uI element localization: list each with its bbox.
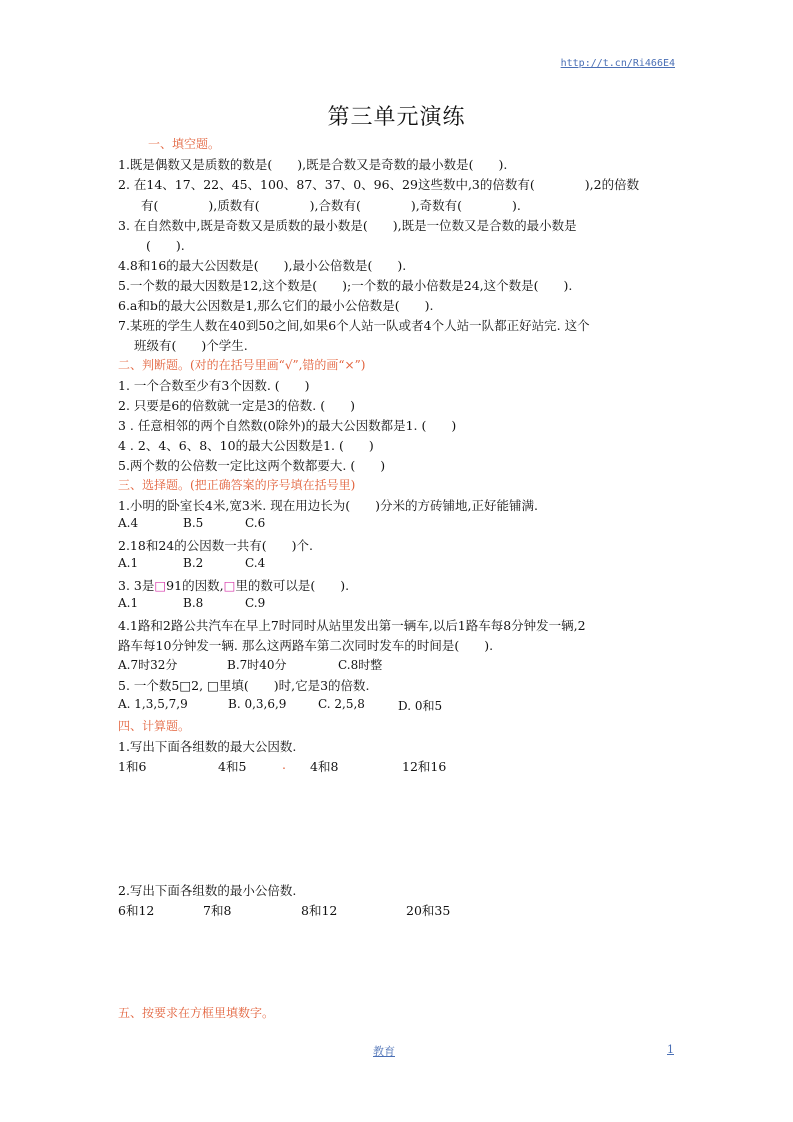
choice-q5-option-a: A. 1,3,5,7,9 <box>118 697 188 711</box>
choice-q5-option-c: C. 2,5,8 <box>318 697 365 711</box>
choice-q4-option-b: B.7时40分 <box>227 658 287 672</box>
stray-dot: . <box>282 757 286 772</box>
choice-q1-option-b: B.5 <box>183 516 204 530</box>
fill-q2-line1: 2. 在14、17、22、45、100、87、37、0、96、29这些数中,3的倍数有( ),2的倍数 <box>118 177 640 192</box>
choice-q5-option-d: D. 0和5 <box>398 699 443 713</box>
section-3-heading: 三、选择题。(把正确答案的序号填在括号里) <box>118 478 356 492</box>
choice-q5-option-b: B. 0,3,6,9 <box>228 697 287 711</box>
choice-q3-option-b: B.8 <box>183 596 204 610</box>
choice-q2: 2.18和24的公因数一共有( )个. <box>118 538 313 553</box>
page-number: 1 <box>667 1043 674 1056</box>
calc-part2-item: 20和35 <box>406 903 451 918</box>
section-2-heading: 二、判断题。(对的在括号里画“√”,错的画“×”) <box>118 358 366 372</box>
section-1-heading: 一、填空题。 <box>148 137 221 151</box>
choice-q5: 5. 一个数5□2, □里填( )时,它是3的倍数. <box>118 678 370 693</box>
fill-q2-line2: 有( ),质数有( ),合数有( ),奇数有( ). <box>141 198 521 213</box>
choice-q3-option-a: A.1 <box>118 596 139 610</box>
fill-q7-line2: 班级有( )个学生. <box>134 338 248 353</box>
judge-q2: 2. 只要是6的倍数就一定是3的倍数. ( ) <box>118 398 356 413</box>
blank-box-icon: □ <box>154 578 167 593</box>
fill-q3-line2: ( ). <box>146 238 185 253</box>
choice-q1-option-a: A.4 <box>118 516 139 530</box>
fill-q5: 5.一个数的最大因数是12,这个数是( );一个数的最小倍数是24,这个数是( ). <box>118 278 573 293</box>
judge-q1: 1. 一个合数至少有3个因数. ( ) <box>118 378 310 393</box>
calc-part2-instruction: 2.写出下面各组数的最小公倍数. <box>118 883 297 898</box>
choice-q2-option-c: C.4 <box>245 556 266 570</box>
calc-part2-item: 6和12 <box>118 903 155 918</box>
fill-q4: 4.8和16的最大公因数是( ),最小公倍数是( ). <box>118 258 407 273</box>
footer-link[interactable]: 教育 <box>373 1045 395 1058</box>
calc-part1-instruction: 1.写出下面各组数的最大公因数. <box>118 739 297 754</box>
fill-q3-line1: 3. 在自然数中,既是奇数又是质数的最小数是( ),既是一位数又是合数的最小数是 <box>118 218 577 233</box>
calc-part2-item: 7和8 <box>203 903 232 918</box>
choice-q1-option-c: C.6 <box>245 516 266 530</box>
choice-q3-text-pre: 3. 3是 <box>118 578 155 593</box>
source-link[interactable]: http://t.cn/Ri466E4 <box>560 58 675 69</box>
calc-part1-item: 4和8 <box>310 759 339 774</box>
blank-box-icon: □ <box>223 578 236 593</box>
calc-part1-item: 4和5 <box>218 759 247 774</box>
judge-q4: 4 . 2、4、6、8、10的最大公因数是1. ( ) <box>118 438 374 453</box>
choice-q2-option-b: B.2 <box>183 556 204 570</box>
page-title: 第三单元演练 <box>327 105 466 130</box>
judge-q3: 3 . 任意相邻的两个自然数(0除外)的最大公因数都是1. ( ) <box>118 418 457 433</box>
choice-q3-text-mid: 91的因数, <box>166 578 224 593</box>
calc-part2-item: 8和12 <box>301 903 338 918</box>
calc-part1-item: 1和6 <box>118 759 147 774</box>
choice-q3-text-post: 里的数可以是( ). <box>235 578 350 593</box>
judge-q5: 5.两个数的公倍数一定比这两个数都要大. ( ) <box>118 458 386 473</box>
choice-q3 <box>118 576 349 594</box>
choice-q4-line1: 4.1路和2路公共汽车在早上7时同时从站里发出第一辆车,以后1路车每8分钟发一辆,2 <box>118 618 586 633</box>
choice-q4-line2: 路车每10分钟发一辆. 那么这两路车第二次同时发车的时间是( ). <box>118 638 494 653</box>
fill-q1: 1.既是偶数又是质数的数是( ),既是合数又是奇数的最小数是( ). <box>118 157 508 172</box>
choice-q3-option-c: C.9 <box>245 596 266 610</box>
section-4-heading: 四、计算题。 <box>118 719 191 733</box>
fill-q7-line1: 7.某班的学生人数在40到50之间,如果6个人站一队或者4个人站一队都正好站完. 这个 <box>118 318 590 333</box>
choice-q4-option-c: C.8时整 <box>338 658 383 672</box>
choice-q4-option-a: A.7时32分 <box>118 658 178 672</box>
fill-q6: 6.a和b的最大公因数是1,那么它们的最小公倍数是( ). <box>118 298 434 313</box>
choice-q1: 1.小明的卧室长4米,宽3米. 现在用边长为( )分米的方砖铺地,正好能铺满. <box>118 498 538 513</box>
section-5-heading: 五、按要求在方框里填数字。 <box>118 1006 275 1020</box>
calc-part1-item: 12和16 <box>402 759 447 774</box>
choice-q2-option-a: A.1 <box>118 556 139 570</box>
